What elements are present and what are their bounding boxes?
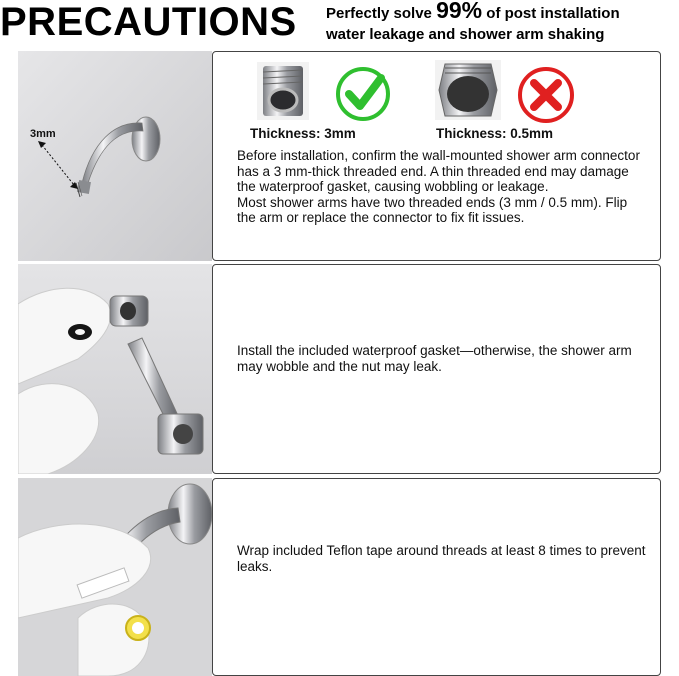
step-1 <box>18 51 661 261</box>
step-3 <box>18 478 661 676</box>
step-1-description: Before installation, confirm the wall-mounted shower arm connector has a 3 mm-thick threaded end. A thin threaded end may damage the waterproof gasket, causing wobbling or leakage. Most shower arms have two threaded ends (3 mm / 0.5 mm). Flip the arm or replace the connector to fix fit issues. <box>237 148 640 225</box>
check-icon <box>335 66 391 122</box>
thick-thread-image <box>257 62 309 120</box>
tagline-suffix: of post installation <box>482 5 620 22</box>
tagline <box>326 0 679 45</box>
step-2 <box>18 264 661 474</box>
step-1-panel <box>212 51 661 261</box>
dimension-label: 3mm <box>30 128 56 140</box>
header <box>0 0 679 48</box>
bad-thickness-label: Thickness: 0.5mm <box>436 126 554 141</box>
step-3-panel <box>212 478 661 676</box>
page-title: PRECAUTIONS <box>0 0 297 44</box>
step-2-panel <box>212 264 661 474</box>
step-2-description: Install the included waterproof gasket—otherwise, the shower arm may wobble and the nut may leak. <box>237 343 632 374</box>
tagline-prefix: Perfectly solve <box>326 5 437 22</box>
tagline-highlight: 99% <box>436 0 483 23</box>
gasket-install-photo <box>18 264 212 474</box>
cross-icon <box>517 66 575 124</box>
good-thickness-label: Thickness: 3mm <box>250 126 356 141</box>
shower-arm-photo <box>18 51 212 261</box>
tagline-line-1 <box>326 0 679 24</box>
teflon-tape-image <box>18 478 212 676</box>
teflon-tape-photo <box>18 478 212 676</box>
step-3-description: Wrap included Teflon tape around threads at least 8 times to prevent leaks. <box>237 543 646 574</box>
dimension-arrow-icon <box>38 141 78 191</box>
tagline-line-2: water leakage and shower arm shaking <box>326 26 605 43</box>
gasket-install-image <box>18 264 212 474</box>
thin-thread-image <box>435 60 501 120</box>
